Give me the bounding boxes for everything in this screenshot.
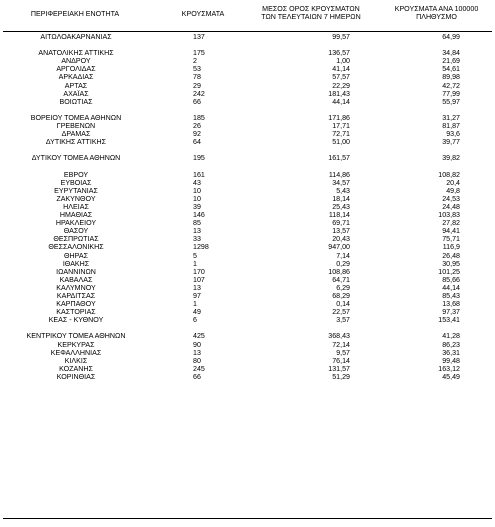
table-row	[0, 219, 495, 227]
table-row	[0, 284, 495, 292]
header-divider	[3, 31, 492, 32]
header-per-100000	[380, 5, 493, 21]
cell-avg-7-days: 22,57	[332, 308, 350, 317]
cell-region: ΒΟΡΕΙΟΥ ΤΟΜΕΑ ΑΘΗΝΩΝ	[30, 113, 122, 122]
cell-per-100000: 97,37	[442, 308, 460, 317]
cell-per-100000: 36,31	[442, 348, 460, 357]
cell-per-100000: 103,83	[438, 211, 460, 220]
cell-cases: 66	[193, 372, 201, 381]
cell-region: ΚΕΡΚΥΡΑΣ	[57, 340, 95, 349]
table-row	[0, 252, 495, 260]
cell-avg-7-days: 69,71	[332, 219, 350, 228]
cell-per-100000: 93,6	[446, 130, 460, 139]
cell-cases: 146	[193, 211, 205, 220]
cell-region: ΖΑΚΥΝΘΟΥ	[56, 194, 96, 203]
cell-avg-7-days: 22,29	[332, 81, 350, 90]
cell-region: ΘΗΡΑΣ	[64, 251, 88, 260]
table-row	[0, 357, 495, 365]
cell-per-100000: 163,12	[438, 364, 460, 373]
cell-cases: 43	[193, 178, 201, 187]
cell-region: ΑΙΤΩΛΟΑΚΑΡΝΑΝΙΑΣ	[40, 33, 112, 41]
cell-avg-7-days: 76,14	[332, 356, 350, 365]
cell-avg-7-days: 99,57	[332, 33, 350, 41]
cell-avg-7-days: 34,57	[332, 178, 350, 187]
cell-per-100000: 99,48	[442, 356, 460, 365]
table-row	[0, 349, 495, 357]
cell-region: ΕΥΡΥΤΑΝΙΑΣ	[54, 186, 98, 195]
cell-cases: 13	[193, 348, 201, 357]
cell-avg-7-days: 13,57	[332, 227, 350, 236]
table-row	[0, 33, 495, 41]
cell-region: ΚΕΦΑΛΛΗΝΙΑΣ	[50, 348, 102, 357]
table-row	[0, 90, 495, 98]
table-row	[0, 227, 495, 235]
table-row	[0, 292, 495, 300]
table-row	[0, 316, 495, 324]
cell-avg-7-days: 368,43	[328, 332, 350, 341]
cell-per-100000: 21,69	[442, 57, 460, 66]
cell-per-100000: 75,71	[442, 235, 460, 244]
cell-region: ΚΟΖΑΝΗΣ	[59, 364, 93, 373]
table-row	[0, 332, 495, 340]
cell-cases: 10	[193, 194, 201, 203]
cell-region: ΗΛΕΙΑΣ	[63, 202, 89, 211]
table-body	[0, 33, 495, 381]
cell-per-100000: 116,9	[442, 243, 460, 252]
table-row	[0, 373, 495, 381]
cell-per-100000: 42,72	[442, 81, 460, 90]
cell-region: ΙΩΑΝΝΙΝΩΝ	[56, 267, 96, 276]
table-row	[0, 82, 495, 90]
cell-cases: 10	[193, 186, 201, 195]
cell-region: ΙΘΑΚΗΣ	[62, 259, 90, 268]
table-row	[0, 49, 495, 57]
table-row	[0, 130, 495, 138]
cell-per-100000: 41,28	[442, 332, 460, 341]
table-row	[0, 300, 495, 308]
cell-cases: 90	[193, 340, 201, 349]
cell-per-100000: 77,99	[442, 89, 460, 98]
table-row	[0, 341, 495, 349]
cell-cases: 185	[193, 113, 205, 122]
cell-region: ΘΑΣΟΥ	[63, 227, 89, 236]
footer-divider	[3, 518, 492, 519]
cell-region: ΚΑΒΑΛΑΣ	[59, 275, 93, 284]
cell-per-100000: 27,82	[442, 219, 460, 228]
cell-cases: 1	[193, 300, 197, 309]
table-row	[0, 365, 495, 373]
cell-per-100000: 45,49	[442, 372, 460, 381]
cell-cases: 26	[193, 122, 201, 131]
cell-region: ΘΕΣΠΡΩΤΙΑΣ	[53, 235, 99, 244]
cell-avg-7-days: 41,14	[332, 65, 350, 74]
cell-region: ΗΜΑΘΙΑΣ	[59, 211, 93, 220]
cell-avg-7-days: 51,00	[332, 138, 350, 147]
cell-avg-7-days: 18,14	[332, 194, 350, 203]
cell-avg-7-days: 171,86	[328, 113, 350, 122]
row-spacer	[0, 324, 495, 332]
table-row	[0, 203, 495, 211]
cell-per-100000: 55,97	[442, 97, 460, 106]
cell-cases: 425	[193, 332, 205, 341]
cell-per-100000: 39,77	[442, 138, 460, 147]
cell-avg-7-days: 161,57	[328, 154, 350, 163]
cell-region: ΔΥΤΙΚΗΣ ΑΤΤΙΚΗΣ	[45, 138, 107, 147]
cell-region: ΕΥΒΟΙΑΣ	[60, 178, 92, 187]
cell-avg-7-days: 72,14	[332, 340, 350, 349]
table-header	[0, 0, 495, 30]
table-row	[0, 187, 495, 195]
cell-avg-7-days: 44,14	[332, 97, 350, 106]
cell-region: ΚΕΝΤΡΙΚΟΥ ΤΟΜΕΑ ΑΘΗΝΩΝ	[26, 332, 126, 341]
cell-avg-7-days: 20,43	[332, 235, 350, 244]
cell-region: ΑΝΑΤΟΛΙΚΗΣ ΑΤΤΙΚΗΣ	[38, 49, 114, 58]
row-spacer	[0, 41, 495, 49]
cell-per-100000: 64,99	[442, 33, 460, 41]
table-row	[0, 211, 495, 219]
cell-region: ΚΟΡΙΝΘΙΑΣ	[56, 372, 96, 381]
cell-per-100000: 31,27	[442, 113, 460, 122]
cell-region: ΚΑΣΤΟΡΙΑΣ	[56, 308, 96, 317]
cell-cases: 161	[193, 170, 205, 179]
cell-per-100000: 81,87	[442, 122, 460, 131]
table-row	[0, 276, 495, 284]
cell-region: ΑΡΚΑΔΙΑΣ	[58, 73, 94, 82]
cell-per-100000: 24,48	[442, 202, 460, 211]
table-row	[0, 260, 495, 268]
cell-avg-7-days: 7,14	[336, 251, 350, 260]
cell-region: ΗΡΑΚΛΕΙΟΥ	[55, 219, 97, 228]
cell-cases: 33	[193, 235, 201, 244]
cell-avg-7-days: 57,57	[332, 73, 350, 82]
header-avg-line2: ΤΩΝ ΤΕΛΕΥΤΑΙΩΝ 7 ΗΜΕΡΩΝ	[261, 13, 361, 21]
cell-region: ΚΙΛΚΙΣ	[64, 356, 88, 365]
cell-cases: 245	[193, 364, 205, 373]
cell-per-100000: 34,84	[442, 49, 460, 58]
cell-avg-7-days: 0,29	[336, 259, 350, 268]
cell-region: ΚΕΑΣ - ΚΥΘΝΟΥ	[48, 316, 104, 325]
cell-cases: 2	[193, 57, 197, 66]
cell-cases: 66	[193, 97, 201, 106]
header-avg-line1: ΜΕΣΟΣ ΟΡΟΣ ΚΡΟΥΣΜΑΤΩΝ	[262, 5, 360, 13]
cell-cases: 137	[193, 33, 205, 41]
cell-region: ΔΥΤΙΚΟΥ ΤΟΜΕΑ ΑΘΗΝΩΝ	[31, 154, 121, 163]
cell-region: ΑΧΑΪΑΣ	[63, 89, 89, 98]
header-region: ΠΕΡΙΦΕΡΕΙΑΚΗ ΕΝΟΤΗΤΑ	[30, 10, 120, 18]
cell-cases: 6	[193, 316, 197, 325]
cell-cases: 175	[193, 49, 205, 58]
table-row	[0, 154, 495, 162]
cell-cases: 195	[193, 154, 205, 163]
cell-avg-7-days: 6,29	[336, 283, 350, 292]
table-row	[0, 98, 495, 106]
cell-avg-7-days: 9,57	[336, 348, 350, 357]
cell-per-100000: 108,82	[438, 170, 460, 179]
cell-avg-7-days: 25,43	[332, 202, 350, 211]
cell-per-100000: 86,23	[442, 340, 460, 349]
cell-cases: 1	[193, 259, 197, 268]
table-row	[0, 235, 495, 243]
cell-region: ΑΡΓΟΛΙΔΑΣ	[56, 65, 96, 74]
header-cases: ΚΡΟΥΣΜΑΤΑ	[181, 10, 225, 18]
cell-avg-7-days: 72,71	[332, 130, 350, 139]
cell-per-100000: 85,43	[442, 292, 460, 300]
cell-per-100000: 101,25	[438, 267, 460, 276]
cell-cases: 1298	[193, 243, 209, 252]
cell-cases: 13	[193, 283, 201, 292]
row-spacer	[0, 163, 495, 171]
cell-region: ΕΒΡΟΥ	[63, 170, 89, 179]
table-row	[0, 171, 495, 179]
header-avg-7-days	[254, 5, 368, 21]
cell-avg-7-days: 118,14	[328, 211, 350, 220]
cell-per-100000: 44,14	[442, 283, 460, 292]
cell-per-100000: 39,82	[442, 154, 460, 163]
table-row	[0, 195, 495, 203]
cell-avg-7-days: 131,57	[328, 364, 350, 373]
table-row	[0, 179, 495, 187]
cell-cases: 92	[193, 130, 201, 139]
cell-avg-7-days: 136,57	[328, 49, 350, 58]
cell-per-100000: 26,48	[442, 251, 460, 260]
cell-avg-7-days: 51,29	[332, 372, 350, 381]
cell-region: ΓΡΕΒΕΝΩΝ	[56, 122, 96, 131]
cell-per-100000: 54,61	[442, 65, 460, 74]
cell-region: ΑΡΤΑΣ	[64, 81, 88, 90]
table-row	[0, 122, 495, 130]
cell-cases: 242	[193, 89, 205, 98]
cell-per-100000: 24,53	[442, 194, 460, 203]
cell-per-100000: 13,68	[442, 300, 460, 309]
cell-region: ΒΟΙΩΤΙΑΣ	[59, 97, 93, 106]
cell-avg-7-days: 3,57	[336, 316, 350, 325]
cell-per-100000: 85,66	[442, 275, 460, 284]
cell-per-100000: 49,8	[446, 186, 460, 195]
row-spacer	[0, 146, 495, 154]
cell-avg-7-days: 0,14	[336, 300, 350, 309]
cell-avg-7-days: 947,00	[328, 243, 350, 252]
table-row	[0, 114, 495, 122]
row-spacer	[0, 106, 495, 114]
cell-region: ΚΑΡΠΑΘΟΥ	[56, 300, 96, 309]
header-per-line2: ΠΛΗΘΥΣΜΟ	[416, 13, 457, 21]
table-row	[0, 138, 495, 146]
cell-avg-7-days: 108,86	[328, 267, 350, 276]
cell-avg-7-days: 114,86	[328, 170, 350, 179]
cell-per-100000: 89,98	[442, 73, 460, 82]
cell-region: ΚΑΡΔΙΤΣΑΣ	[56, 292, 96, 300]
cell-cases: 5	[193, 251, 197, 260]
cell-per-100000: 30,95	[442, 259, 460, 268]
cell-cases: 80	[193, 356, 201, 365]
cell-per-100000: 94,41	[442, 227, 460, 236]
table-row	[0, 73, 495, 81]
cell-avg-7-days: 68,29	[332, 292, 350, 300]
cell-cases: 29	[193, 81, 201, 90]
table-row	[0, 268, 495, 276]
cell-per-100000: 153,41	[438, 316, 460, 325]
table-row	[0, 243, 495, 251]
cell-cases: 39	[193, 202, 201, 211]
cell-cases: 107	[193, 275, 205, 284]
cell-avg-7-days: 1,00	[336, 57, 350, 66]
cell-region: ΑΝΔΡΟΥ	[61, 57, 91, 66]
cell-region: ΔΡΑΜΑΣ	[61, 130, 91, 139]
cell-region: ΚΑΛΥΜΝΟΥ	[56, 283, 96, 292]
cell-cases: 170	[193, 267, 205, 276]
cell-cases: 64	[193, 138, 201, 147]
cell-avg-7-days: 64,71	[332, 275, 350, 284]
cell-cases: 13	[193, 227, 201, 236]
table-row	[0, 308, 495, 316]
cell-avg-7-days: 5,43	[336, 186, 350, 195]
cell-cases: 78	[193, 73, 201, 82]
cell-region: ΘΕΣΣΑΛΟΝΙΚΗΣ	[48, 243, 104, 252]
cell-cases: 85	[193, 219, 201, 228]
cell-avg-7-days: 181,43	[328, 89, 350, 98]
table-row	[0, 57, 495, 65]
header-per-line1: ΚΡΟΥΣΜΑΤΑ ΑΝΑ 100000	[394, 5, 479, 13]
table-row	[0, 65, 495, 73]
cell-cases: 53	[193, 65, 201, 74]
cell-avg-7-days: 17,71	[332, 122, 350, 131]
cell-per-100000: 20,4	[446, 178, 460, 187]
cell-cases: 97	[193, 292, 201, 300]
cell-cases: 49	[193, 308, 201, 317]
